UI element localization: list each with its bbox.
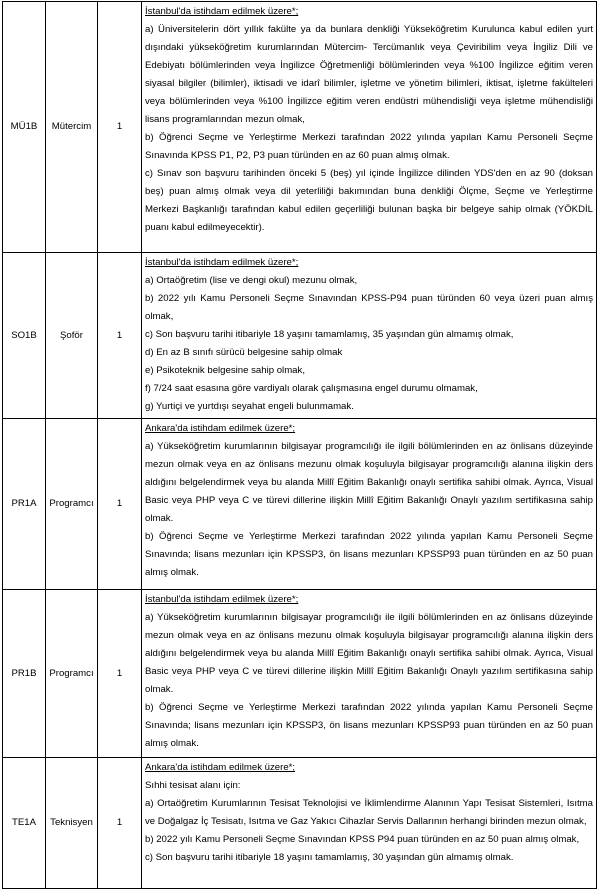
location-heading: İstanbul'da istihdam edilmek üzere*; — [145, 6, 299, 17]
position-code: MÜ1B — [3, 2, 46, 253]
requirement-item: e) Psikoteknik belgesine sahip olmak, — [145, 365, 305, 376]
position-count: 1 — [98, 419, 142, 590]
requirement-item: Sıhhi tesisat alanı için: — [145, 780, 241, 791]
location-heading: İstanbul'da istihdam edilmek üzere*; — [145, 594, 299, 605]
position-title: Teknisyen — [46, 758, 98, 889]
position-code: PR1B — [3, 590, 46, 758]
location-heading: Ankara'da istihdam edilmek üzere*; — [145, 423, 296, 434]
requirements-cell — [142, 253, 597, 419]
requirements-cell — [142, 758, 597, 889]
requirement-item: a) Üniversitelerin dört yıllık fakülte ya da bunlara denkliği Yükseköğretim Kurulunca kabul edilen yurt dışındaki yükseköğretim kurumlarından Mütercim- Tercümanlık veya Çeviribilim veya İngiliz Dili ve Edebiyatı bölümlerinden veya İngilizce Öğretmenliği bölümlerinden veya %100 İngilizce eğitim veren siyasal bilgiler (bilimler), iktisadi ve idarî bilimler, işletme ve yönetim bilimleri, iktisat, işletme fakülteleri veya bölümlerinden veya %100 İngilizce eğitim veren endüstri mühendisliği veya işletme mühendisliği lisans programlarından mezun olmak, — [145, 24, 593, 125]
requirements-table — [2, 1, 597, 889]
requirement-item: b) 2022 yılı Kamu Personeli Seçme Sınavından KPSS P94 puan türünden en az 50 puan almış olmak, — [145, 834, 580, 845]
requirement-item: c) Son başvuru tarihi itibariyle 18 yaşını tamamlamış, 30 yaşından gün almamış olmak. — [145, 852, 514, 863]
requirements-cell — [142, 2, 597, 253]
position-title: Şoför — [46, 253, 98, 419]
requirement-item: d) En az B sınıfı sürücü belgesine sahip olmak — [145, 347, 343, 358]
location-heading: Ankara'da istihdam edilmek üzere*; — [145, 762, 296, 773]
requirement-item: b) 2022 yılı Kamu Personeli Seçme Sınavından KPSS-P94 puan türünden 60 veya üzeri puan almış olmak, — [145, 293, 593, 322]
requirement-item: b) Öğrenci Seçme ve Yerleştirme Merkezi tarafından 2022 yılında yapılan Kamu Personeli Seçme Sınavında; lisans mezunları için KPSSP3, ön lisans mezunları KPSSP93 puan türünden en az 50 puan almış olmak. — [145, 531, 593, 578]
requirement-item: b) Öğrenci Seçme ve Yerleştirme Merkezi tarafından 2022 yılında yapılan Kamu Personeli Seçme Sınavında KPSS P1, P2, P3 puan türünden en az 60 puan almış olmak. — [145, 132, 593, 161]
requirement-item: b) Öğrenci Seçme ve Yerleştirme Merkezi tarafından 2022 yılında yapılan Kamu Personeli Seçme Sınavında; lisans mezunları için KPSSP3, ön lisans mezunları KPSSP93 puan türünden en az 50 puan almış olmak. — [145, 702, 593, 749]
requirement-item: a) Yükseköğretim kurumlarının bilgisayar programcılığı ile ilgili bölümlerinden en az önlisans düzeyinde mezun olmak veya en az önlisans mezunu olmak koşuluyla bilgisayar programcılığı alanına ilişkin ders aldığını belgelendirmek veya bu alanda Millî Eğitim Bakanlığı onaylı sertifika sahibi olmak. Ayrıca, Visual Basic veya PHP veya C ve türevi dillerine ilişkin Millî Eğitim Bakanlığı Onaylı yazılım sertifikasına sahip olmak. — [145, 612, 593, 695]
requirement-item: a) Yükseköğretim kurumlarının bilgisayar programcılığı ile ilgili bölümlerinden en az önlisans düzeyinde mezun olmak veya en az önlisans mezunu olmak koşuluyla bilgisayar programcılığı alanına ilişkin ders aldığını belgelendirmek veya bu alanda Millî Eğitim Bakanlığı onaylı sertifika sahibi olmak. Ayrıca, Visual Basic veya PHP veya C ve türevi dillerine ilişkin Millî Eğitim Bakanlığı Onaylı yazılım sertifikasına sahip olmak. — [145, 441, 593, 524]
table-row — [3, 590, 597, 758]
position-count: 1 — [98, 590, 142, 758]
requirements-cell — [142, 590, 597, 758]
table-row — [3, 2, 597, 253]
table-row — [3, 253, 597, 419]
table-row — [3, 419, 597, 590]
position-code: TE1A — [3, 758, 46, 889]
requirement-item: a) Ortaöğretim (lise ve dengi okul) mezunu olmak, — [145, 275, 358, 286]
position-count: 1 — [98, 253, 142, 419]
position-count: 1 — [98, 2, 142, 253]
requirement-item: c) Sınav son başvuru tarihinden önceki 5 (beş) yıl içinde İngilizce dilinden YDS'den en az 90 (doksan beş) puan almış olmak veya dil yeterliliği bakımından buna denkliği Ölçme, Seçme ve Yerleştirme Merkezi Başkanlığı tarafından kabul edilen geçerliliği bulunan başka bir belgeye sahip olmak (YÖKDİL puanı kabul edilmeyecektir). — [145, 168, 593, 233]
table-row — [3, 758, 597, 889]
requirement-item: f) 7/24 saat esasına göre vardiyalı olarak çalışmasına engel durumu olmamak, — [145, 383, 478, 394]
position-title: Mütercim — [46, 2, 98, 253]
requirements-cell — [142, 419, 597, 590]
requirement-item: g) Yurtiçi ve yurtdışı seyahat engeli bulunmamak. — [145, 401, 354, 412]
requirement-item: a) Ortaöğretim Kurumlarının Tesisat Teknolojisi ve İklimlendirme Alanının Yapı Tesisat Sistemleri, Isıtma ve Doğalgaz İç Tesisatı, Isıtma ve Gaz Yakıcı Cihazlar Servis Dallarının herhangi birinden mezun olmak, — [145, 798, 593, 827]
position-code: PR1A — [3, 419, 46, 590]
position-count: 1 — [98, 758, 142, 889]
position-title: Programcı — [46, 590, 98, 758]
position-code: SO1B — [3, 253, 46, 419]
position-title: Programcı — [46, 419, 98, 590]
location-heading: İstanbul'da istihdam edilmek üzere*; — [145, 257, 299, 268]
requirement-item: c) Son başvuru tarihi itibariyle 18 yaşını tamamlamış, 35 yaşından gün almamış olmak, — [145, 329, 514, 340]
